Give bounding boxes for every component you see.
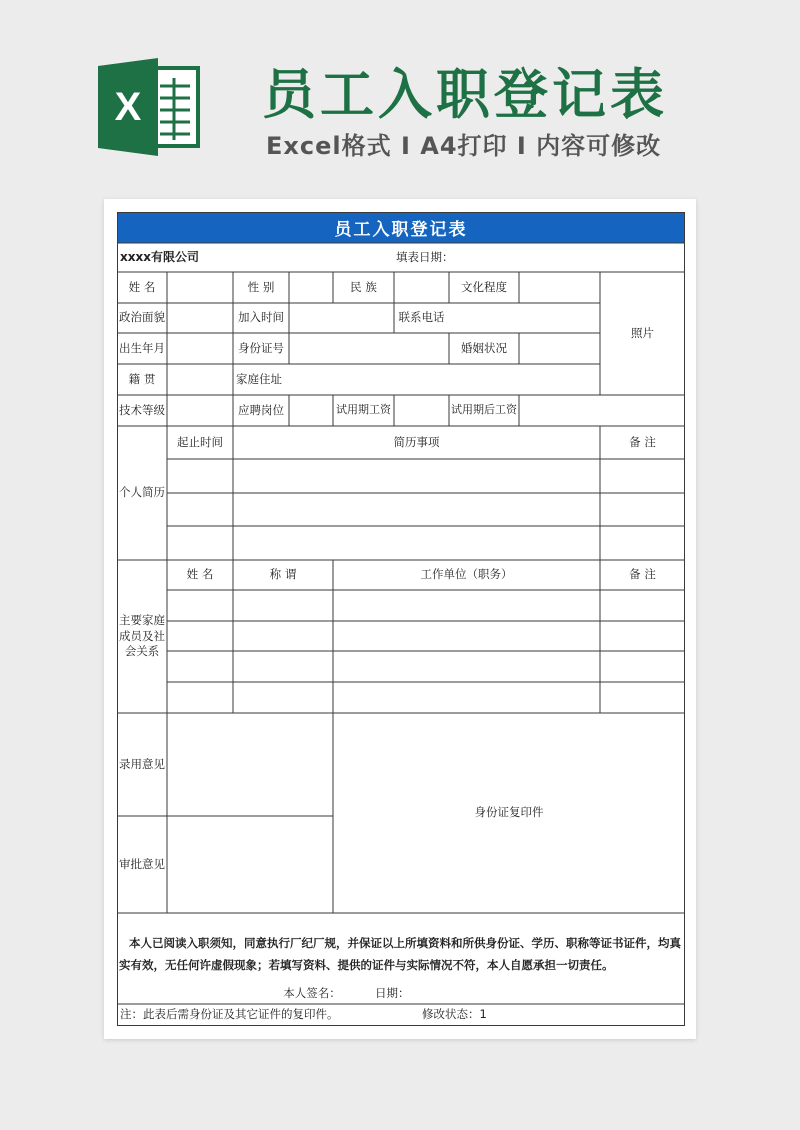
- name-label: 姓 名: [128, 279, 156, 294]
- marital-label: 婚姻状况: [461, 340, 507, 355]
- post-trial-salary-input[interactable]: [519, 395, 685, 426]
- education-label: 文化程度: [461, 279, 507, 294]
- signature-label: 本人签名：: [283, 986, 341, 1001]
- phone-input[interactable]: [449, 303, 600, 333]
- hire-opinion-label: 录用意见: [119, 756, 165, 771]
- join-date-input[interactable]: [289, 303, 394, 333]
- join-date-label: 加入时间: [238, 310, 284, 325]
- birth-label: 出生年月: [119, 340, 165, 355]
- education-input[interactable]: [519, 272, 600, 303]
- address-input[interactable]: [289, 364, 600, 395]
- native-input[interactable]: [167, 364, 233, 395]
- name-input[interactable]: [167, 272, 233, 303]
- hire-opinion-input[interactable]: [167, 713, 333, 816]
- resume-period-header: 起止时间: [177, 434, 223, 449]
- id-number-label: 身份证号: [238, 340, 284, 355]
- footer-note: 注：此表后需身份证及其它证件的复印件。: [120, 1007, 339, 1022]
- company-name: xxxx有限公司: [120, 250, 199, 265]
- resume-items-header: 简历事项: [393, 434, 440, 449]
- approval-opinion-label: 审批意见: [119, 856, 165, 871]
- excel-logo-icon: [98, 58, 206, 156]
- trial-salary-input[interactable]: [394, 395, 449, 426]
- post-trial-salary-label: 试用期后工资: [451, 403, 517, 417]
- date-label: 日期：: [375, 986, 410, 1001]
- revision-status: 修改状态：1: [422, 1007, 487, 1022]
- native-label: 籍 贯: [128, 371, 156, 386]
- svg-text:X: X: [114, 85, 142, 129]
- resume-note-header: 备 注: [629, 434, 656, 449]
- political-label: 政治面貌: [119, 310, 165, 325]
- birth-input[interactable]: [167, 333, 233, 364]
- ethnicity-input[interactable]: [394, 272, 449, 303]
- declaration-text: 本人已阅读入职须知，同意执行厂纪厂规，并保证以上所填资料和所供身份证、学历、职称等证书证件，均真实有效，无任何许虚假现象；若填写资料、提供的证件与实际情况不符，本人自愿承担一切责任。: [119, 936, 681, 972]
- approval-opinion-input[interactable]: [167, 816, 333, 913]
- family-note-header: 备 注: [629, 567, 656, 582]
- id-copy-area[interactable]: 身份证复印件: [474, 805, 544, 820]
- political-input[interactable]: [167, 303, 233, 333]
- position-label: 应聘岗位: [238, 402, 284, 417]
- trial-salary-label: 试用期工资: [336, 403, 391, 417]
- skill-label: 技术等级: [119, 402, 165, 417]
- family-name-header: 姓 名: [186, 567, 214, 582]
- gender-label: 性 别: [247, 279, 275, 294]
- photo-area[interactable]: 照片: [631, 325, 654, 340]
- resume-section-label: 个人简历: [119, 485, 165, 500]
- gender-input[interactable]: [289, 272, 333, 303]
- family-relation-header: 称 谓: [269, 567, 297, 582]
- family-workplace-header: 工作单位（职务）: [420, 567, 513, 582]
- skill-input[interactable]: [167, 395, 233, 426]
- address-label: 家庭住址: [236, 371, 282, 386]
- phone-label: 联系电话: [398, 310, 445, 325]
- family-section-label: 主要家庭成员及社会关系: [119, 613, 165, 659]
- form-title: 员工入职登记表: [117, 212, 685, 243]
- page-subtitle: Excel格式 I A4打印 I 内容可修改: [266, 132, 662, 160]
- ethnicity-label: 民 族: [350, 279, 377, 294]
- page-title: 员工入职登记表: [262, 63, 668, 126]
- registration-form: [117, 212, 685, 1027]
- marital-input[interactable]: [519, 333, 600, 364]
- position-input[interactable]: [289, 395, 333, 426]
- header: [0, 0, 800, 200]
- fill-date-label: 填表日期：: [396, 249, 454, 264]
- id-number-input[interactable]: [289, 333, 449, 364]
